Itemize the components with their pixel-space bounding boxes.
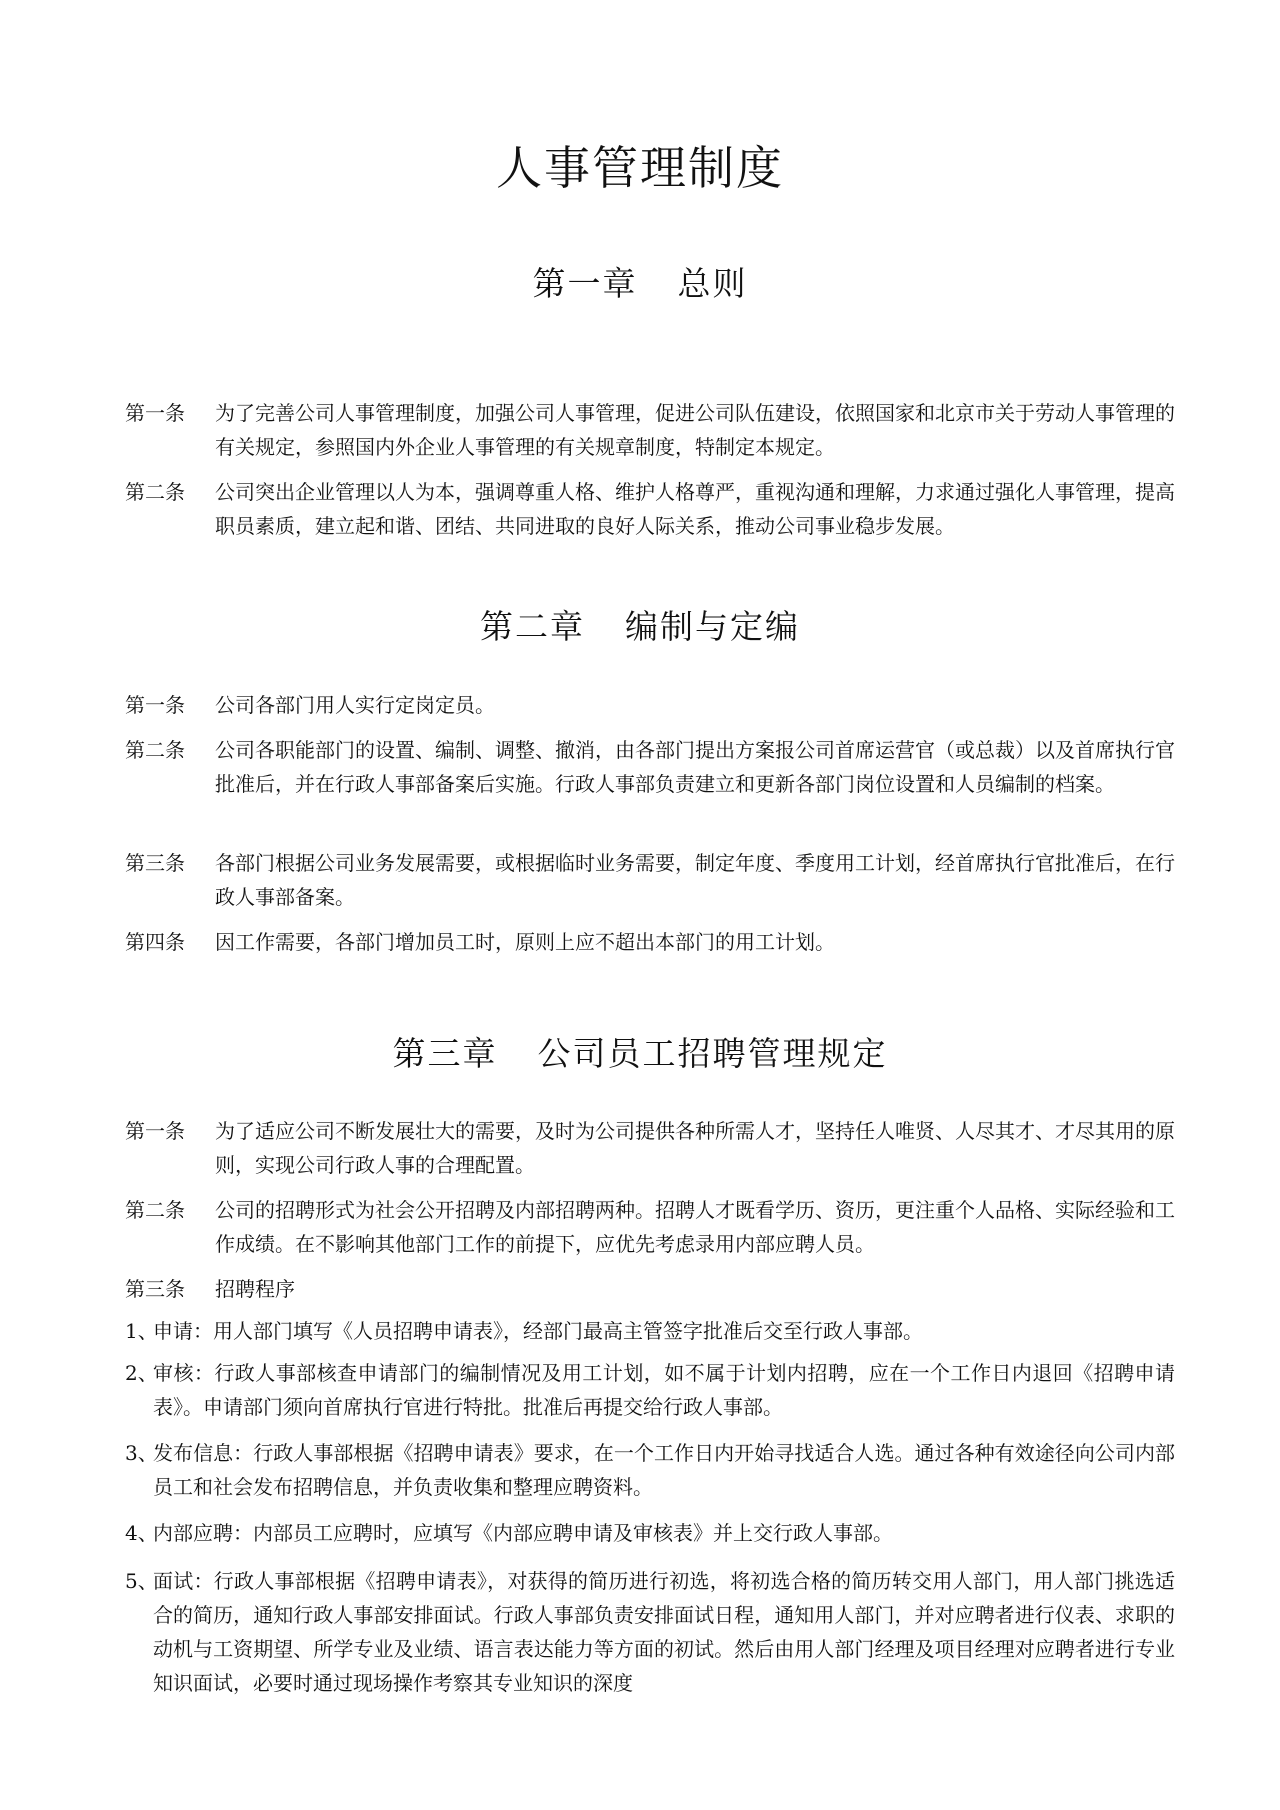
recruitment-step-1 — [125, 1314, 1175, 1348]
chapter-3-article-1 — [125, 1114, 1175, 1182]
article-label: 第一条 — [125, 401, 185, 425]
chapter-2-article-3 — [125, 846, 1175, 914]
article-label: 第三条 — [125, 1277, 185, 1301]
article-label: 第三条 — [125, 851, 185, 875]
step-text: 审核：行政人事部核查申请部门的编制情况及用工计划，如不属于计划内招聘，应在一个工作日内退回《招聘申请表》。申请部门须向首席执行官进行特批。批准后再提交给行政人事部。 — [153, 1361, 1175, 1419]
article-text: 因工作需要，各部门增加员工时，原则上应不超出本部门的用工计划。 — [215, 930, 835, 954]
chapter-number: 第一章 — [532, 264, 638, 303]
step-text: 申请：用人部门填写《人员招聘申请表》，经部门最高主管签字批准后交至行政人事部。 — [153, 1319, 923, 1343]
article-label: 第二条 — [125, 738, 185, 762]
chapter-number: 第三章 — [392, 1034, 498, 1073]
chapter-3-article-3 — [125, 1272, 1175, 1306]
document-title: 人事管理制度 — [496, 141, 784, 195]
article-text: 公司突出企业管理以人为本，强调尊重人格、维护人格尊严，重视沟通和理解，力求通过强化人事管理，提高职员素质，建立起和谐、团结、共同进取的良好人际关系，推动公司事业稳步发展。 — [215, 480, 1175, 538]
chapter-number: 第二章 — [480, 607, 585, 646]
article-text: 招聘程序 — [215, 1277, 295, 1301]
article-label: 第一条 — [125, 1119, 185, 1143]
chapter-1-heading — [0, 262, 1280, 306]
recruitment-step-3 — [125, 1436, 1175, 1504]
step-number: 1、 — [125, 1319, 158, 1343]
recruitment-step-5 — [125, 1564, 1175, 1700]
article-text: 各部门根据公司业务发展需要，或根据临时业务需要，制定年度、季度用工计划，经首席执行官批准后，在行政人事部备案。 — [215, 851, 1175, 909]
article-text: 为了适应公司不断发展壮大的需要，及时为公司提供各种所需人才，坚持任人唯贤、人尽其才、才尽其用的原则，实现公司行政人事的合理配置。 — [215, 1119, 1175, 1177]
article-label: 第二条 — [125, 1198, 185, 1222]
step-number: 2、 — [125, 1361, 158, 1385]
chapter-3-heading — [0, 1032, 1280, 1076]
article-label: 第二条 — [125, 480, 185, 504]
article-text: 公司的招聘形式为社会公开招聘及内部招聘两种。招聘人才既看学历、资历，更注重个人品格、实际经验和工作成绩。在不影响其他部门工作的前提下，应优先考虑录用内部应聘人员。 — [215, 1198, 1175, 1256]
chapter-1-article-2 — [125, 475, 1175, 543]
chapter-1-article-1 — [125, 396, 1175, 464]
chapter-2-article-1 — [125, 688, 1175, 722]
step-text: 面试：行政人事部根据《招聘申请表》，对获得的简历进行初选，将初选合格的简历转交用人部门，用人部门挑选适合的简历，通知行政人事部安排面试。行政人事部负责安排面试日程，通知用人部门，并对应聘者进行仪表、求职的动机与工资期望、所学专业及业绩、语言表达能力等方面的初试。然后由用人部门经理及项目经理对应聘者进行专业知识面试，必要时通过现场操作考察其专业知识的深度 — [153, 1569, 1175, 1695]
step-number: 4、 — [125, 1521, 158, 1545]
step-text: 内部应聘：内部员工应聘时，应填写《内部应聘申请及审核表》并上交行政人事部。 — [153, 1521, 893, 1545]
chapter-2-article-2 — [125, 733, 1175, 801]
recruitment-step-2 — [125, 1356, 1175, 1424]
recruitment-step-4 — [125, 1516, 1175, 1550]
chapter-2-article-4 — [125, 925, 1175, 959]
chapter-2-heading — [0, 605, 1280, 649]
article-label: 第一条 — [125, 693, 185, 717]
step-number: 3、 — [125, 1441, 158, 1465]
chapter-name: 总则 — [677, 264, 748, 303]
article-label: 第四条 — [125, 930, 185, 954]
chapter-name: 编制与定编 — [625, 607, 800, 646]
step-text: 发布信息：行政人事部根据《招聘申请表》要求，在一个工作日内开始寻找适合人选。通过各种有效途径向公司内部员工和社会发布招聘信息，并负责收集和整理应聘资料。 — [153, 1441, 1175, 1499]
chapter-name: 公司员工招聘管理规定 — [537, 1034, 888, 1073]
article-text: 公司各部门用人实行定岗定员。 — [215, 693, 495, 717]
article-text: 公司各职能部门的设置、编制、调整、撤消，由各部门提出方案报公司首席运营官（或总裁）以及首席执行官批准后，并在行政人事部备案后实施。行政人事部负责建立和更新各部门岗位设置和人员编制的档案。 — [215, 738, 1175, 796]
step-number: 5、 — [125, 1569, 158, 1593]
article-text: 为了完善公司人事管理制度，加强公司人事管理，促进公司队伍建设，依照国家和北京市关于劳动人事管理的有关规定，参照国内外企业人事管理的有关规章制度，特制定本规定。 — [215, 401, 1175, 459]
chapter-3-article-2 — [125, 1193, 1175, 1261]
